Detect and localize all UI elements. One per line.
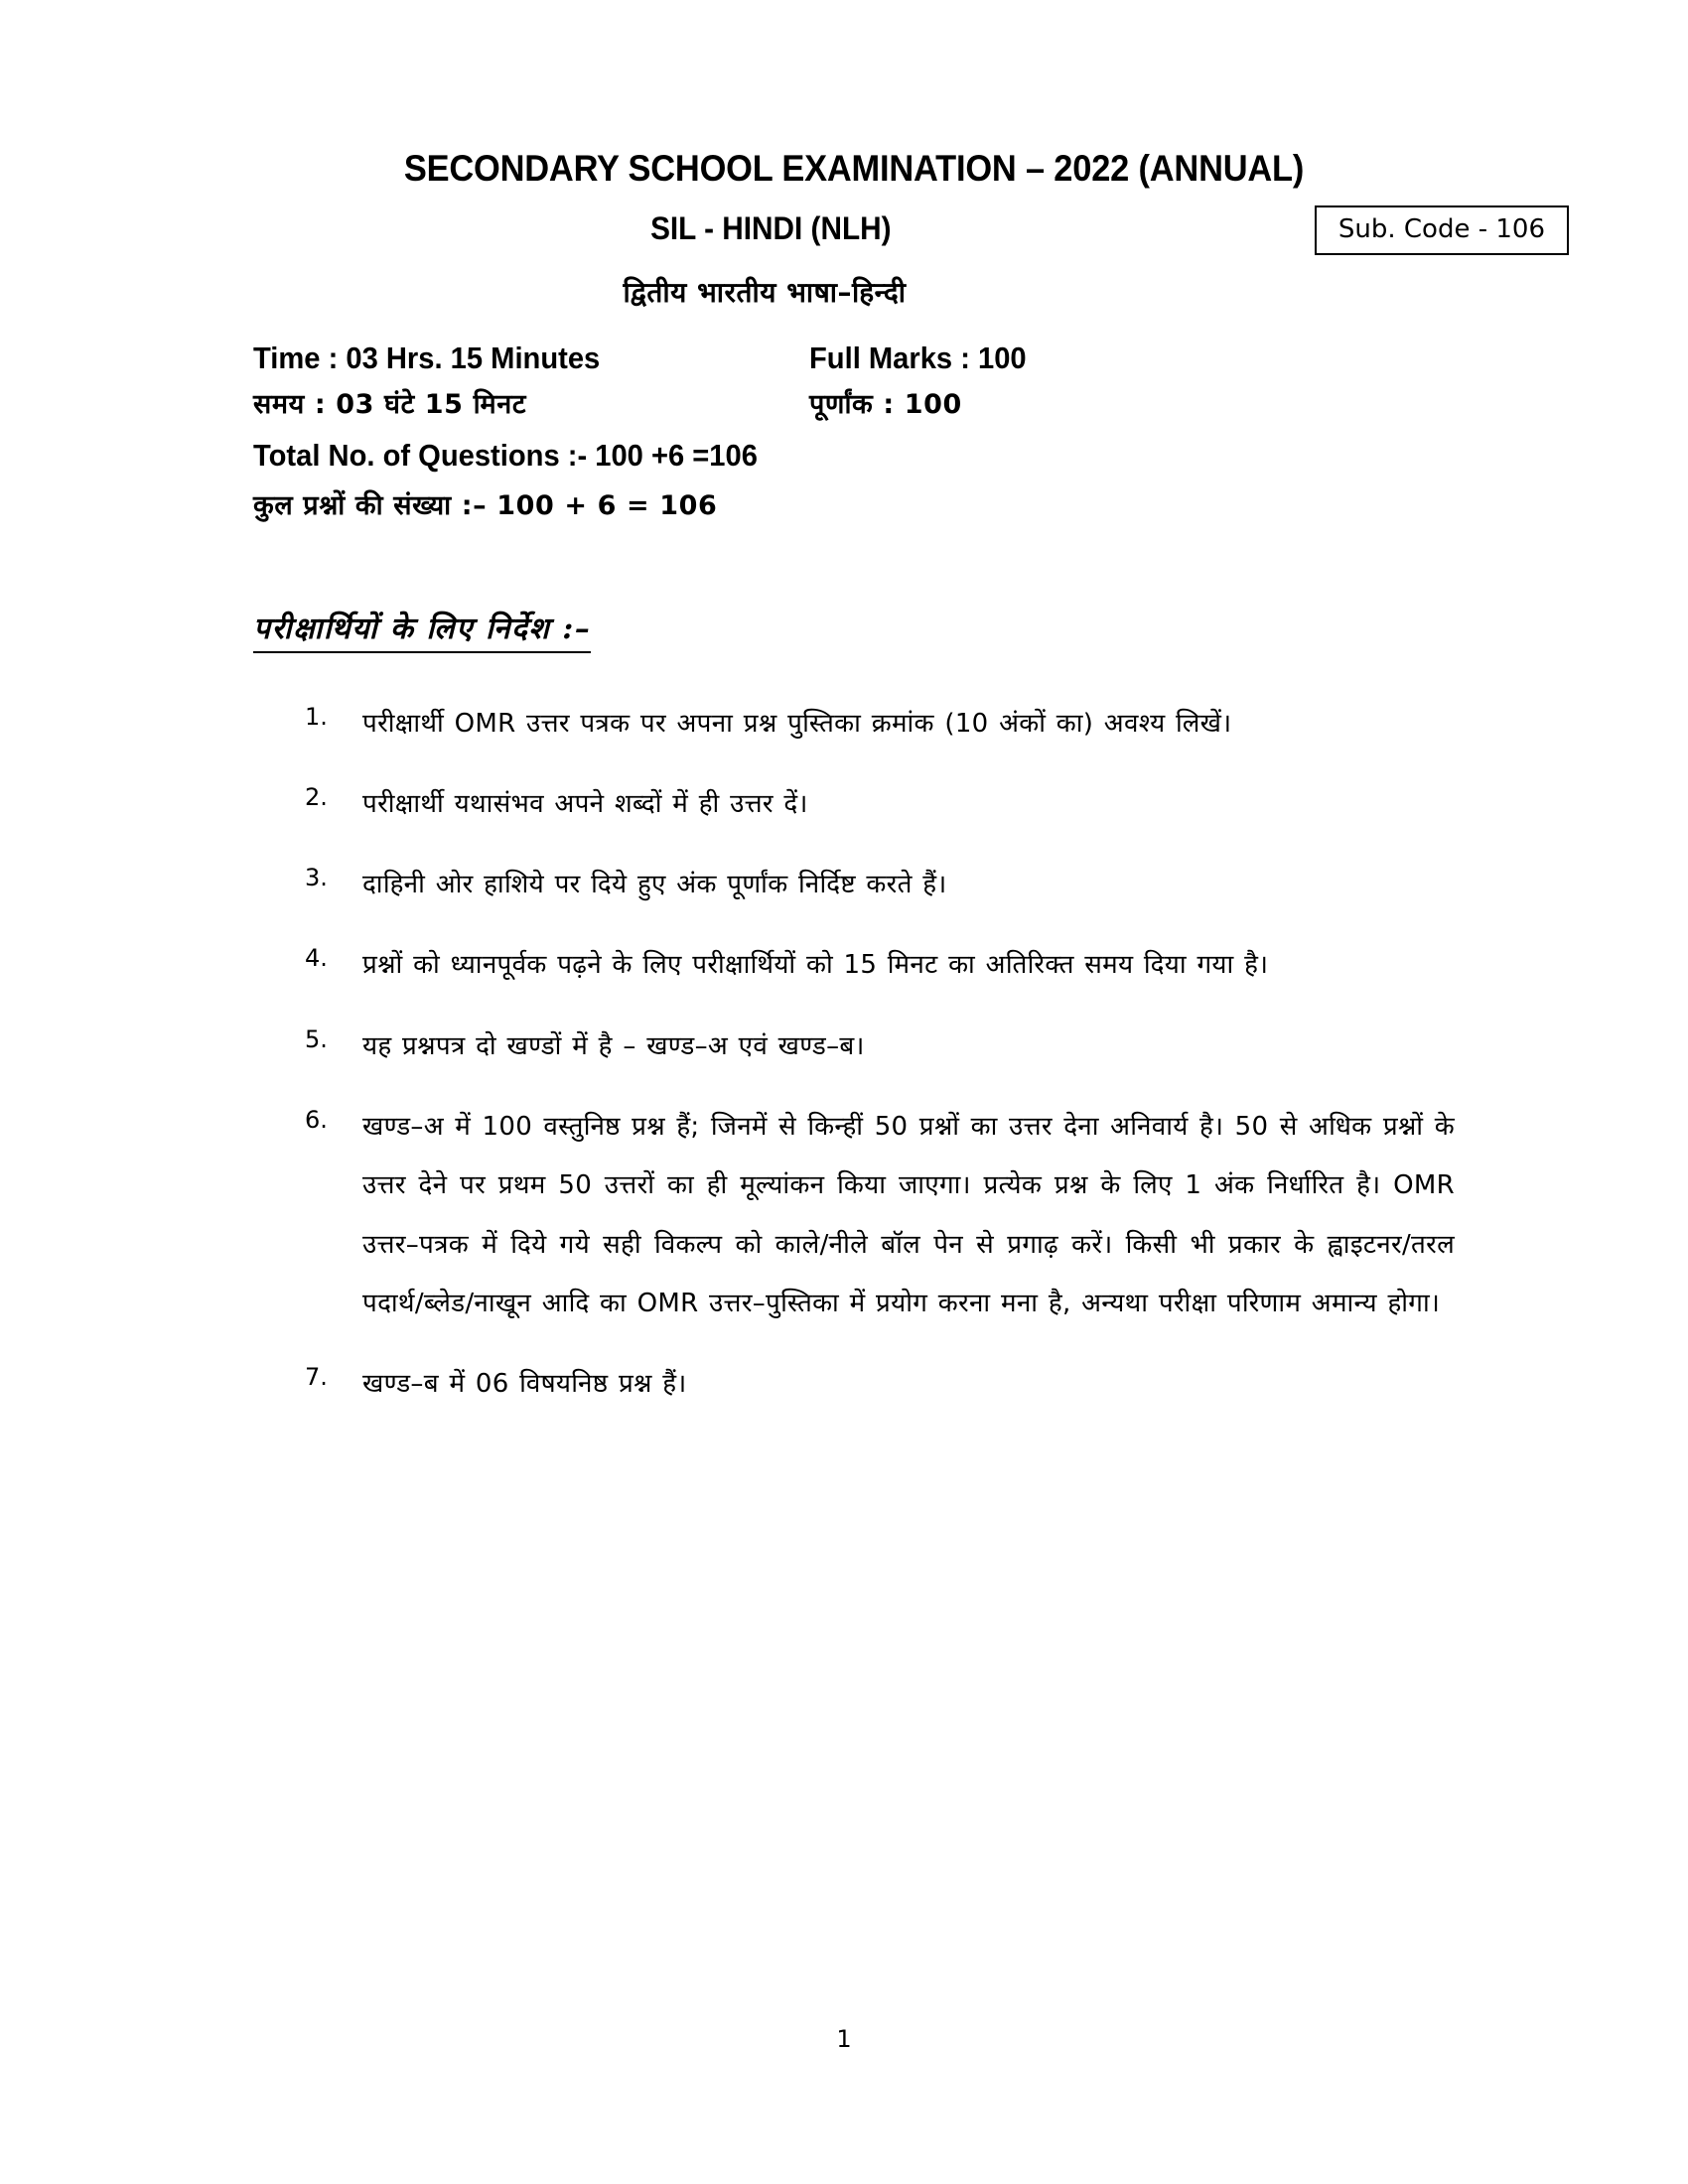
total-questions-label-hi: कुल प्रश्नों की संख्या :– 100 + 6 = 106 — [253, 489, 718, 521]
instruction-number: 3. — [305, 864, 328, 892]
paper-title: SIL - HINDI (NLH) — [650, 209, 892, 246]
instruction-text: परीक्षार्थी OMR उत्तर पत्रक पर अपना प्रश्न पुस्तिका क्रमांक (10 अंकों का) अवश्य लिखें। — [362, 708, 1232, 739]
instructions-heading: परीक्षार्थियों के लिए निर्देश :– — [253, 607, 591, 653]
total-questions-cell-en — [253, 438, 789, 474]
instruction-number: 4. — [305, 944, 328, 973]
full-marks-cell-hi — [809, 384, 1455, 421]
instruction-number: 6. — [305, 1106, 328, 1135]
instructions-list — [253, 695, 1455, 1415]
time-label-en: Time : 03 Hrs. 15 Minutes — [253, 340, 601, 375]
instruction-item — [253, 856, 1455, 914]
instructions-heading-wrap — [253, 522, 1455, 653]
exam-meta-block — [253, 341, 1455, 522]
instruction-text: प्रश्नों को ध्यानपूर्वक पढ़ने के लिए परीक्षार्थियों को 15 मिनट का अतिरिक्त समय दिया गया है। — [362, 950, 1269, 981]
time-marks-row-en — [253, 341, 1455, 376]
instruction-number: 7. — [305, 1363, 328, 1392]
time-cell-hi — [253, 384, 809, 421]
instruction-item — [253, 1018, 1455, 1076]
instruction-text: यह प्रश्नपत्र दो खण्डों में है – खण्ड–अ एवं खण्ड–ब। — [362, 1030, 865, 1061]
total-questions-row-en — [253, 438, 1455, 474]
instruction-item — [253, 775, 1455, 834]
time-marks-row-hi — [253, 384, 1455, 421]
full-marks-label-en: Full Marks : 100 — [809, 340, 1027, 375]
total-questions-label-en: Total No. of Questions :- 100 +6 =106 — [253, 437, 758, 473]
page-content — [253, 148, 1545, 1435]
instruction-item — [253, 936, 1455, 995]
total-questions-cell-hi — [253, 485, 717, 522]
instruction-item — [253, 1355, 1455, 1414]
instruction-text: खण्ड–ब में 06 विषयनिष्ठ प्रश्न हैं। — [362, 1369, 687, 1400]
time-label-hi: समय : 03 घंटे 15 मिनट — [253, 388, 527, 420]
subject-code-box: Sub. Code - 106 — [1315, 205, 1569, 255]
instruction-item — [253, 1098, 1455, 1333]
exam-title: SECONDARY SCHOOL EXAMINATION – 2022 (ANNUAL) — [403, 148, 1305, 189]
full-marks-label-hi: पूर्णांक : 100 — [809, 388, 962, 420]
paper-title-row — [253, 209, 1545, 259]
instruction-item — [253, 695, 1455, 753]
time-cell-en — [253, 341, 809, 376]
instruction-number: 5. — [305, 1024, 328, 1053]
paper-title-hindi: द्वितीय भारतीय भाषा–हिन्दी — [623, 275, 907, 309]
instruction-text: खण्ड–अ में 100 वस्तुनिष्ठ प्रश्न हैं; जिनमें से किन्हीं 50 प्रश्नों का उत्तर देना अनिवार्य है। 50 से अधिक प्रश्नों के उत्तर देने पर प्रथम 50 उत्तरों का ही मूल्यांकन किया जाएगा। प्रत्येक प्रश्न के लिए 1 अंक निर्धारित है। OMR उत्तर–पत्रक में दिये गये सही विकल्प को काले/नीले बॉल पेन से प्रगाढ़ करें। किसी भी प्रकार के ह्वाइटनर/तरल पदार्थ/ब्लेड/नाखून आदि का OMR उत्तर–पुस्तिका में प्रयोग करना मना है, अन्यथा परीक्षा परिणाम अमान्य होगा। — [362, 1112, 1455, 1318]
instruction-text: दाहिनी ओर हाशिये पर दिये हुए अंक पूर्णांक निर्दिष्ट करते हैं। — [362, 870, 947, 900]
full-marks-cell-en — [809, 341, 1455, 376]
instruction-number: 1. — [305, 702, 328, 731]
total-questions-row-hi — [253, 485, 1455, 522]
instruction-number: 2. — [305, 782, 328, 811]
instruction-text: परीक्षार्थी यथासंभव अपने शब्दों में ही उत्तर दें। — [362, 788, 808, 819]
page-number: 1 — [836, 2025, 852, 2053]
